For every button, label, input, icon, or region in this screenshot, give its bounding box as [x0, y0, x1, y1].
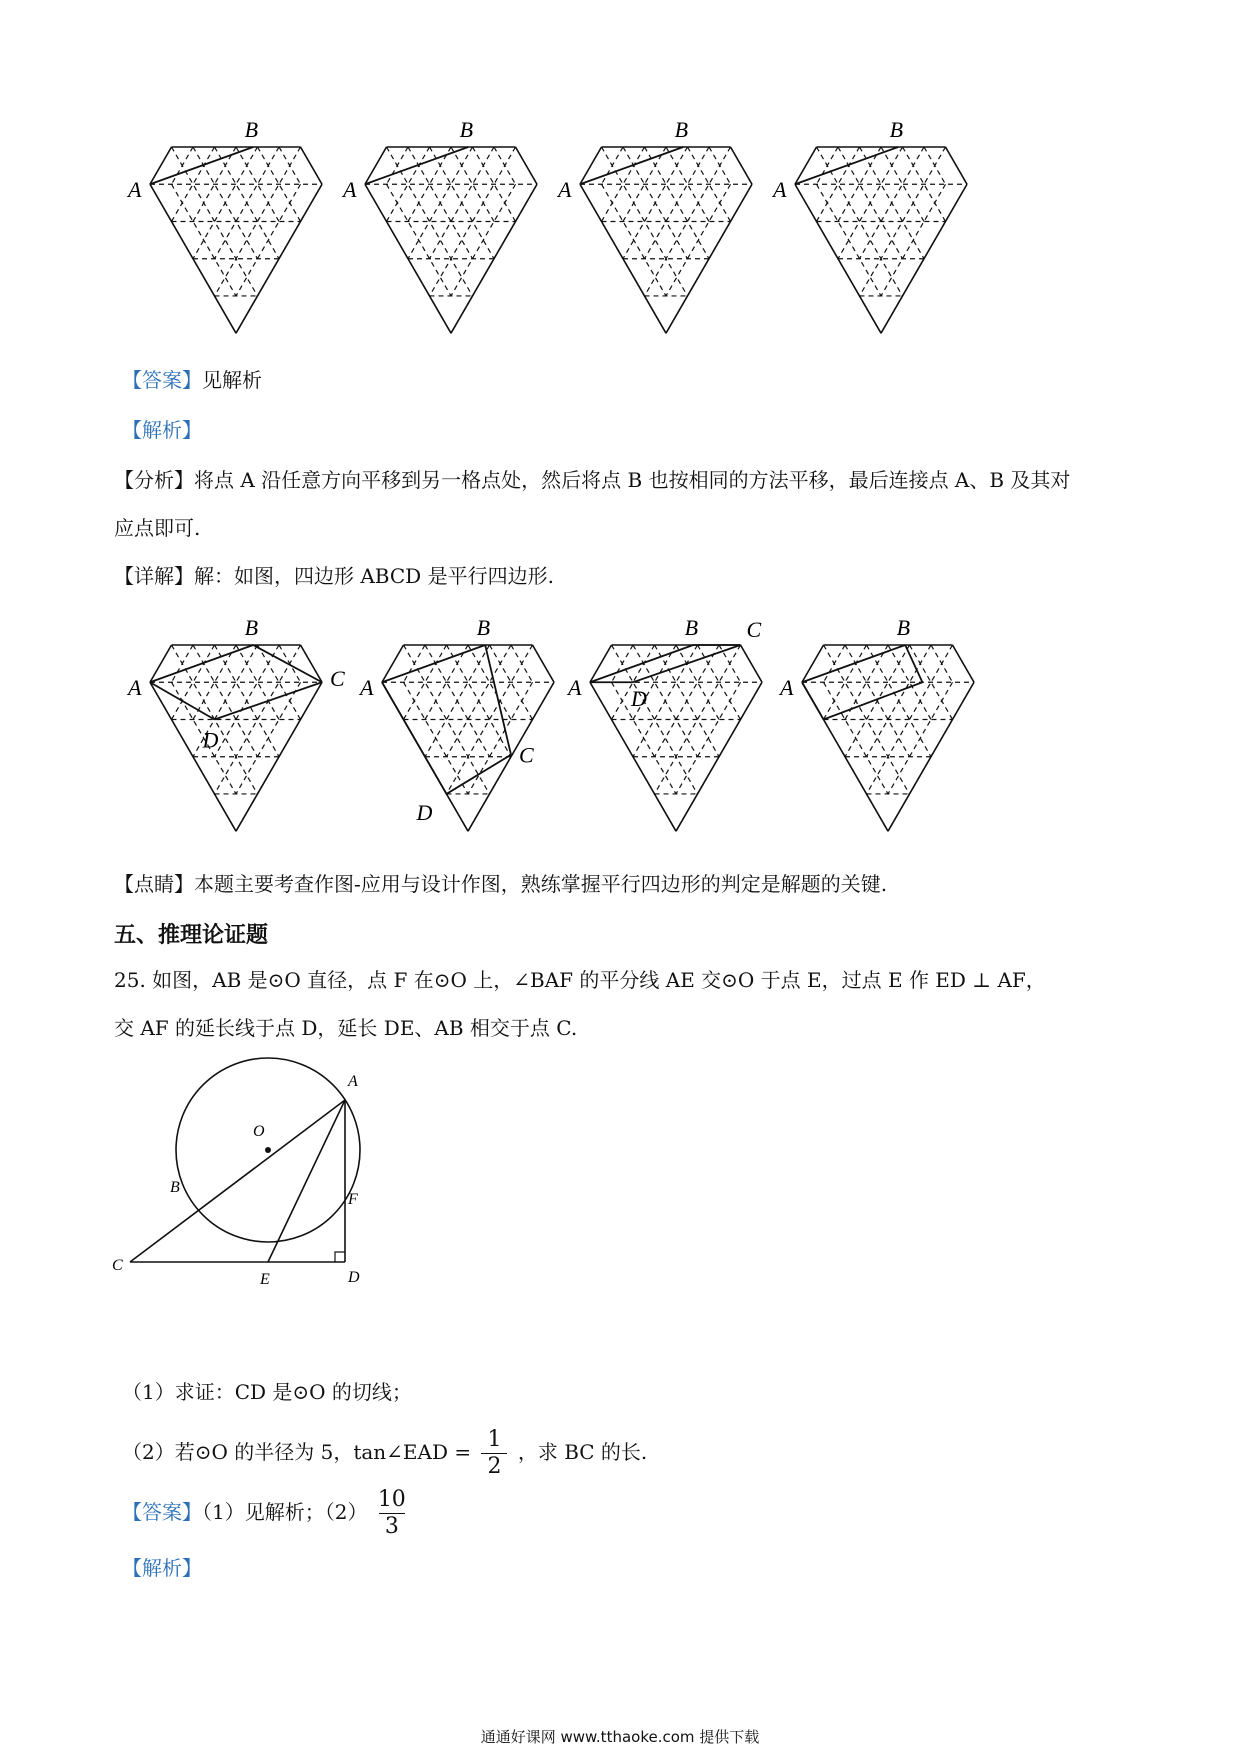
answer-text: 见解析	[202, 368, 262, 392]
label-a: A	[773, 177, 787, 202]
right-angle-mark	[335, 1252, 345, 1262]
label-d: D	[202, 727, 219, 753]
segment-ab	[150, 645, 253, 682]
diamond-edge	[150, 147, 172, 184]
diamond-edge	[802, 645, 824, 682]
label-c: C	[519, 742, 534, 768]
fraction-ten-thirds: $\frac{10}{3}$	[377, 1487, 406, 1539]
dianjing: 【点睛】本题主要考查作图-应用与设计作图，熟练掌握平行四边形的判定是解题的关键.	[114, 872, 888, 896]
answer-2: 【答案】（1）见解析；（2） $\frac{10}{3}$	[122, 1487, 406, 1539]
section-title: 五、推理论证题	[114, 922, 269, 948]
grid-line	[881, 184, 946, 296]
label-e: E	[260, 1271, 270, 1288]
diamond-edge	[150, 645, 172, 682]
grid-line	[468, 682, 533, 794]
segment-ab	[795, 147, 898, 184]
label-c: C	[746, 617, 762, 642]
label-b: B	[889, 117, 904, 142]
label-c: C	[330, 666, 345, 692]
segment-ab	[802, 645, 905, 682]
grid-line	[602, 184, 667, 296]
segment-cd	[633, 645, 741, 682]
label-d: D	[416, 799, 433, 825]
fenxi-line2: 应点即可.	[114, 516, 201, 540]
label-b: B	[896, 615, 911, 640]
segment-ab	[580, 147, 683, 184]
segment-ab	[590, 645, 693, 682]
grid-line	[404, 682, 469, 794]
diamond-edge	[382, 645, 404, 682]
grid-line	[817, 184, 882, 296]
label-d: D	[631, 686, 647, 712]
diamond-edge	[365, 147, 387, 184]
segment-cd	[824, 682, 923, 719]
q25-line1: 25. 如图，AB 是⊙O 直径，点 F 在⊙O 上，∠BAF 的平分线 AE 交⊙O 于点 E，过点 E 作 ED ⊥ AF，	[114, 968, 1046, 992]
label-a: A	[568, 675, 582, 700]
grid-line	[236, 184, 301, 296]
label-c: C	[112, 1257, 123, 1274]
footer: 通通好课网 www.tthaoke.com 提供下载	[480, 1728, 760, 1746]
label-b: B	[684, 615, 699, 640]
label-b: B	[244, 117, 259, 142]
grid-line	[236, 682, 301, 794]
label-f: F	[348, 1191, 358, 1208]
label-a: A	[128, 675, 142, 700]
fenxi-line1: 【分析】将点 A 沿任意方向平移到另一格点处，然后将点 B 也按相同的方法平移，最后连接点 A、B 及其对	[114, 468, 1071, 492]
analysis-2: 【解析】	[122, 1556, 202, 1580]
analysis-1	[122, 416, 202, 444]
line-ae	[268, 1100, 345, 1262]
fraction-half: $\frac{1}{2}$	[481, 1427, 507, 1480]
diamond-edge	[795, 147, 817, 184]
xiangjie: 【详解】解：如图，四边形 ABCD 是平行四边形.	[114, 564, 554, 588]
label-o: O	[253, 1123, 265, 1140]
analysis-tag: 【解析】	[122, 418, 202, 442]
label-d: D	[348, 1269, 360, 1286]
circle-geometry-figure	[112, 1070, 440, 1310]
label-a: A	[128, 177, 142, 202]
label-b: B	[674, 117, 689, 142]
q25-line2: 交 AF 的延长线于点 D，延长 DE、AB 相交于点 C.	[114, 1016, 578, 1040]
answer-1	[122, 366, 262, 394]
diamond-edge	[580, 147, 602, 184]
segment-ab	[365, 147, 468, 184]
q25-part1: （1）求证：CD 是⊙O 的切线；	[122, 1380, 412, 1404]
label-a: A	[343, 177, 357, 202]
grid-line	[666, 184, 731, 296]
diamond-edge	[590, 645, 612, 682]
label-a: A	[360, 675, 374, 700]
label-a: A	[348, 1073, 358, 1090]
q25-part2: （2）若⊙O 的半径为 5，tan∠EAD = $\frac{1}{2}$ ，求 BC 的长.	[122, 1427, 648, 1479]
grid-line	[676, 682, 741, 794]
center-dot	[265, 1147, 271, 1153]
segment-ab	[382, 645, 485, 682]
grid-line	[172, 184, 237, 296]
label-a: A	[558, 177, 572, 202]
line-ca	[130, 1100, 345, 1262]
segment-da	[150, 682, 215, 719]
top-diamond-figures	[0, 0, 1240, 360]
label-a: A	[780, 675, 794, 700]
solution-diamond-figures	[0, 610, 1240, 850]
segment-cd	[215, 682, 323, 719]
label-b: B	[170, 1179, 180, 1196]
segment-bc	[485, 645, 511, 755]
label-b: B	[459, 117, 474, 142]
segment-da	[802, 682, 824, 719]
label-b: B	[476, 615, 491, 640]
grid-line	[451, 184, 516, 296]
label-b: B	[244, 615, 259, 640]
segment-ab	[150, 147, 253, 184]
grid-line	[888, 682, 953, 794]
answer-tag: 【答案】	[122, 368, 202, 392]
grid-line	[387, 184, 452, 296]
segment-da	[382, 682, 447, 794]
